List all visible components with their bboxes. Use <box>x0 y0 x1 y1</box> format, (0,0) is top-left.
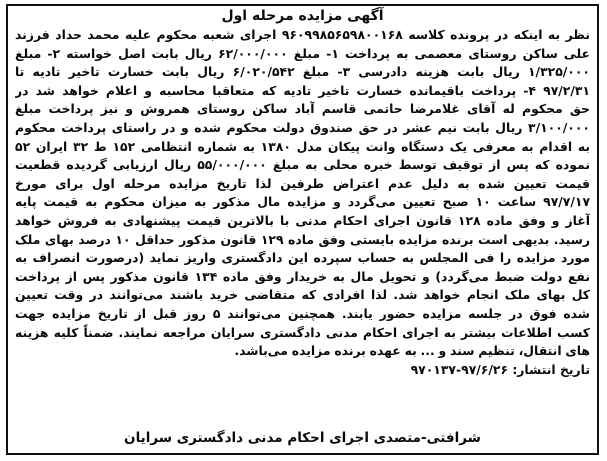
notice-line: کل بهای ملک انجام خواهد شد. لذا افرادی که متقاضی خرید باشند می‌توانند در وقت تعیین <box>15 287 590 303</box>
notice-line: شده فوق در جلسه مزایده حضور یابند. همچنین می‌توانند ۵ روز قبل از تاریخ مزایده جهت <box>15 305 590 321</box>
notice-line: کسب اطلاعات بیشتر به اجرای احکام مدنی دادگستری سرایان مراجعه نمایند. ضمناً کلیه هزینه <box>15 324 590 340</box>
notice-line: رسید. بدیهی است برنده مزایده بایستی وفق ماده ۱۲۹ قانون مذکور حداقل ۱۰ درصد بهای ملک <box>15 231 590 247</box>
notice-line: های انتقال، تنظیم سند و ... به عهده برنده مزایده می‌باشد. <box>234 343 590 359</box>
notice-body <box>15 26 590 361</box>
notice-line: ۱/۳۲۵/۰۰۰ ریال بابت هزینه دادرسی ۳- مبلغ ۶/۰۲۰/۵۴۲ ریال بابت خسارت تاخیر تادیه تا <box>15 64 590 80</box>
notice-line: نظر به اینکه در پرونده کلاسه ۹۶۰۹۹۸۵۶۵۹۸۰۰۱۶۸ اجرای شعبه محکوم علیه محمد حداد فرزند <box>15 27 590 42</box>
notice-line: ۹۷/۷/۱۷ ساعت ۱۰ صبح تعیین می‌گردد و مزایده مال مذکور به میزان محکوم به قیمت پایه <box>15 194 590 210</box>
notice-title: آگهی مزایده مرحله اول <box>221 8 384 24</box>
notice-line: قیمت تعیین شده به دلیل عدم اعتراض طرفین لذا تاریخ مزایده مرحله اول برای مورخ <box>15 175 590 191</box>
notice-line: به اقدام به معرفی یک دستگاه وانت پیکان مدل ۱۳۸۰ به شماره انتظامی ۱۵۲ ط ۳۲ ایران ۵۲ <box>15 138 590 154</box>
notice-line: آغاز و وفق ماده ۱۲۸ قانون اجرای احکام مدنی با بالاترین قیمت پیشنهادی به فروش خواهد <box>15 212 590 228</box>
signature: شرافتی-متصدی اجرای احکام مدنی دادگستری سرایان <box>124 430 481 446</box>
notice-line: مورد مزایده را فی المجلس به حساب سپرده این دادگستری واریز نماید (درصورت انصراف به <box>15 250 590 266</box>
notice-line: نفع دولت ضبط می‌گردد) و تحویل مال به خریدار وفق ماده ۱۳۴ قانون مذکور پس از پرداخت <box>15 268 590 284</box>
publication-date: تاریخ انتشار: ۹۷/۶/۲۶-۹۷۰۱۳۷ <box>410 361 590 377</box>
notice-line: علی ساکن روستای معصمی به پرداخت ۱- مبلغ ۶۲/۰۰۰/۰۰۰ ریال بابت اصل خواسته ۲- مبلغ <box>15 45 590 61</box>
auction-notice <box>6 4 599 455</box>
notice-line: ۳/۱۰۰/۰۰۰ ریال بابت نیم عشر در حق صندوق دولت محکوم شده و در راستای پرداخت محکوم <box>15 119 590 135</box>
notice-line: حق محکوم له آقای غلامرضا حاتمی قاسم آباد ساکن روستای همروش و نیز پرداخت مبلغ <box>15 101 590 117</box>
notice-line: ۹۷/۲/۳۱ ۴- پرداخت باقیمانده خسارت تاخیر تادیه که متعاقبا محاسبه و اعلام خواهد شد در <box>15 82 590 98</box>
notice-line: نموده که پس از توقیف توسط خبره محلی به مبلغ ۵۵/۰۰۰/۰۰۰ ریال ارزیابی گردیده قطعیت <box>15 157 590 173</box>
